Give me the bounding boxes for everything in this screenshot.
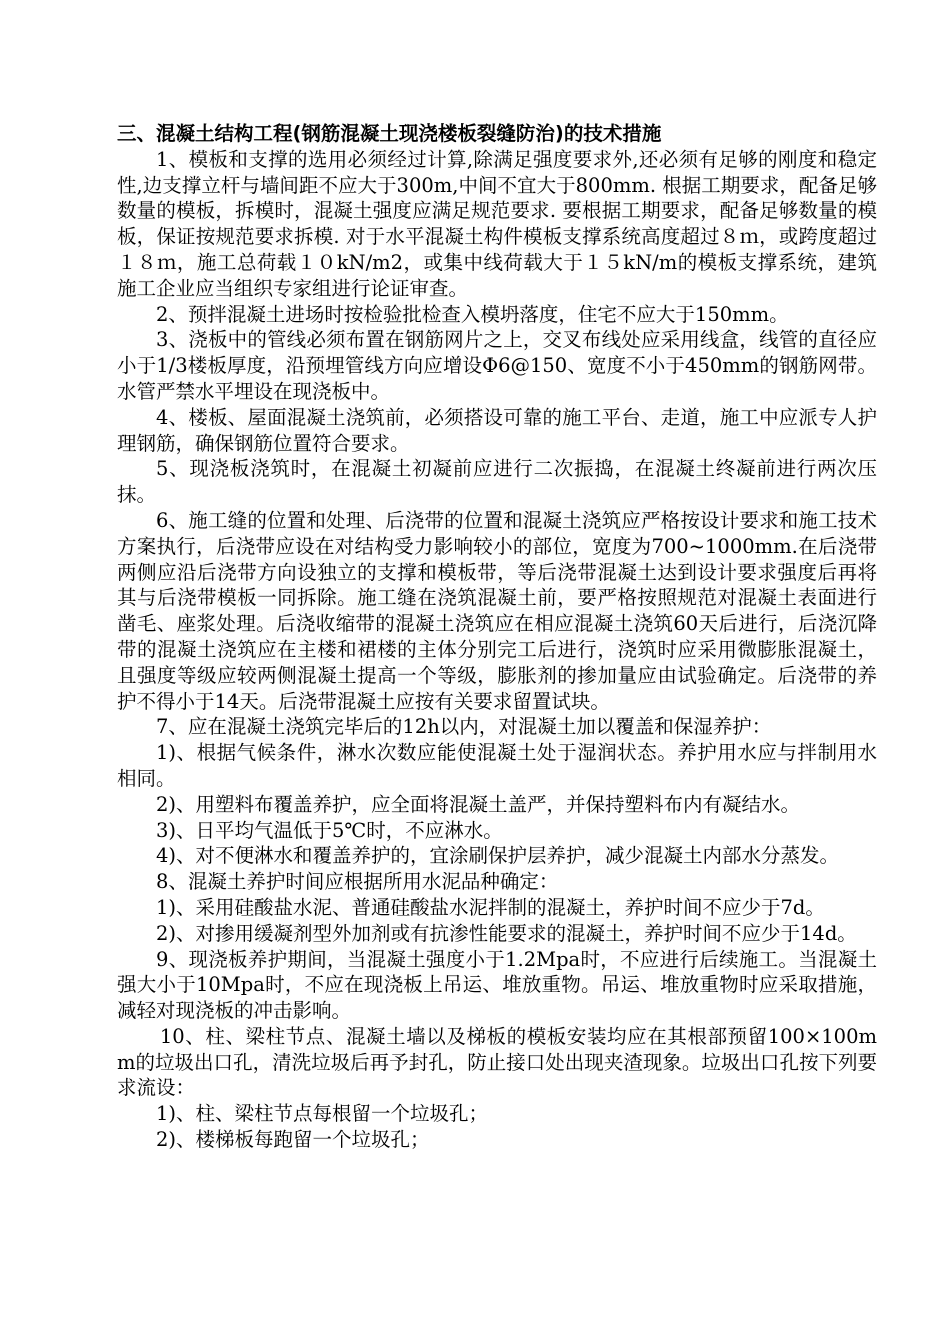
paragraph-7-item-1: 1)、根据气候条件，淋水次数应能使混凝土处于湿润状态。养护用水应与拌制用水相同。 [117, 741, 877, 790]
paragraph-9: 9、现浇板养护期间，当混凝土强度小于1.2Mpa时，不应进行后续施工。当混凝土强大小于10Mpa时，不应在现浇板上吊运、堆放重物。吊运、堆放重物时应采取措施，减轻对现浇板的冲击影响。 [117, 947, 877, 1023]
paragraph-8-item-1: 1)、采用硅酸盐水泥、普通硅酸盐水泥拌制的混凝土，养护时间不应少于7d。 [156, 895, 825, 919]
section-heading: 三、混凝土结构工程(钢筋混凝土现浇楼板裂缝防治)的技术措施 [117, 122, 662, 145]
paragraph-3: 3、浇板中的管线必须布置在钢筋网片之上，交叉布线处应采用线盒，线管的直径应小于1/3楼板厚度，沿预埋管线方向应增设Φ6@150、宽度不小于450mm的钢筋网带。水管严禁水平埋设在现浇板中。 [117, 328, 877, 403]
paragraph-6: 6、施工缝的位置和处理、后浇带的位置和混凝土浇筑应严格按设计要求和施工技术方案执行，后浇带应设在对结构受力影响较小的部位，宽度为700~1000mm.在后浇带两侧应沿后浇带方向设独立的支撑和模板带，等后浇带混凝土达到设计要求强度后再将其与后浇带模板一同拆除。施工缝在浇筑混凝土前，要严格按照规范对混凝土表面进行凿毛、座浆处理。后浇收缩带的混凝土浇筑应在相应混凝土浇筑60天后进行，后浇沉降带的混凝土浇筑应在主楼和裙楼的主体分别完工后进行，浇筑时应采用微膨胀混凝土，且强度等级应较两侧混凝土提高一个等级，膨胀剂的掺加量应由试验确定。后浇带的养护不得小于14天。后浇带混凝土应按有关要求留置试块。 [117, 508, 877, 713]
paragraph-10-item-2: 2)、楼梯板每跑留一个垃圾孔； [156, 1128, 430, 1152]
paragraph-5: 5、现浇板浇筑时，在混凝土初凝前应进行二次振捣，在混凝土终凝前进行两次压抹。 [117, 457, 877, 507]
paragraph-4: 4、楼板、屋面混凝土浇筑前，必须搭设可靠的施工平台、走道，施工中应派专人护理钢筋，确保钢筋位置符合要求。 [117, 405, 877, 455]
paragraph-7-item-4: 4)、对不便淋水和覆盖养护的，宜涂刷保护层养护，减少混凝土内部水分蒸发。 [156, 844, 840, 868]
paragraph-10: 10、柱、梁柱节点、混凝土墙以及梯板的模板安装均应在其根部预留100×100mm的垃圾出口孔，清洗垃圾后再予封孔，防止接口处出现夹渣现象。垃圾出口孔按下列要求流设： [117, 1024, 877, 1100]
paragraph-7: 7、应在混凝土浇筑完毕后的12h以内，对混凝土加以覆盖和保湿养护： [156, 715, 772, 739]
document-page [117, 121, 877, 1153]
paragraph-1: 1、模板和支撑的选用必须经过计算,除满足强度要求外,还必须有足够的刚度和稳定性,边支撑立杆与墙间距不应大于300m,中间不宜大于800mm. 根据工期要求，配备足够数量的模板，拆模时，混凝土强度应满足规范要求. 要根据工期要求，配备足够数量的模板，保证按规范要求拆模. 对于水平混凝土构件模板支撑系统高度超过８ｍ，或跨度超过１８ｍ，施工总荷载１０kN/m2，或集中线荷载大于１５kN/m的模板支撑系统，建筑施工企业应当组织专家组进行论证审查。 [117, 147, 877, 300]
paragraph-7-item-3: 3)、日平均气温低于5℃时，不应淋水。 [156, 818, 503, 842]
paragraph-7-item-2: 2)、用塑料布覆盖养护，应全面将混凝土盖严，并保持塑料布内有凝结水。 [156, 792, 801, 816]
paragraph-8-item-2: 2)、对掺用缓凝剂型外加剂或有抗渗性能要求的混凝土，养护时间不应少于14d。 [156, 921, 857, 945]
paragraph-8: 8、混凝土养护时间应根据所用水泥品种确定： [156, 870, 559, 894]
paragraph-2: 2、预拌混凝土进场时按检验批检查入模坍落度，住宅不应大于150mm。 [156, 302, 789, 326]
paragraph-10-item-1: 1)、柱、梁柱节点每根留一个垃圾孔； [156, 1102, 489, 1126]
